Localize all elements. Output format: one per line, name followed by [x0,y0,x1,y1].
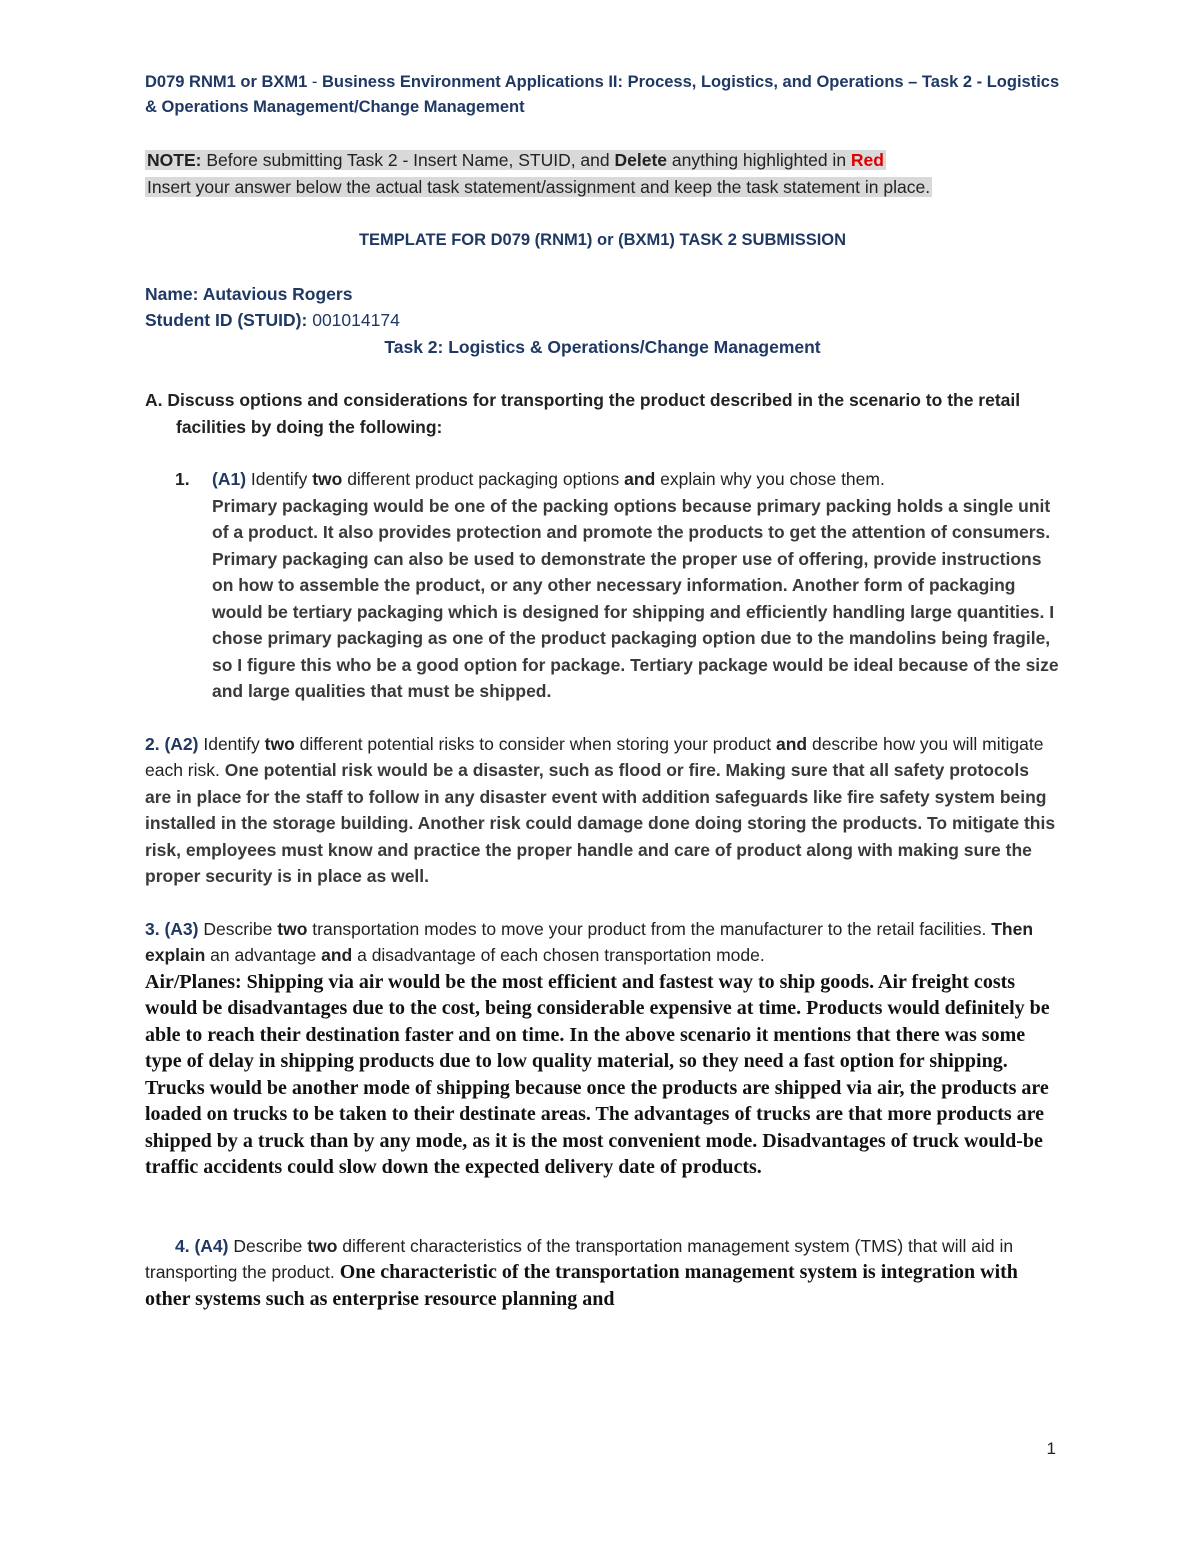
a2-answer: One potential risk would be a disaster, such as flood or fire. Making sure that all safety protocols are in place for the staff to follow in any disaster event with addition safeguards like fire safety system being installed in the storage building. Another risk could damage done doing storing the products. To mitigate this risk, employees must know and practice the proper handle and care of product along with making sure the proper security is in place as well. [145,760,1056,886]
student-name: Name: Autavious Rogers [145,283,353,304]
section-a-prompt: A. Discuss options and considerations for transporting the product described in the scenario to the retail facilities by doing the following: [145,390,1021,437]
submission-note [145,147,1060,200]
page-number: 1 [1046,1439,1056,1458]
student-id: Student ID (STUID): 001014174 [145,310,400,330]
a1-item: 1. (A1) Identify two different product packaging options and explain why you chose them. Primary packaging would be one of the packing options because primary packing holds a single unit of a product. It also provides protection and promote the products to get the attention of consumers. Primary packaging can also be used to demonstrate the proper use of offering, provide instructions on how to assemble the product, or any other necessary information. Another form of packaging would be tertiary packaging which is designed for shipping and efficiently handling large quantities. I chose primary packaging as one of the product packaging option due to the mandolins being fragile, so I figure this who be a good option for package. Tertiary package would be ideal because of the size and large qualities that must be shipped. [145,466,1060,705]
a1-answer: Primary packaging would be one of the packing options because primary packing holds a single unit of a product. It also provides protection and promote the products to get the attention of consumers. Primary packaging can also be used to demonstrate the proper use of offering, provide instructions on how to assemble the product, or any other necessary information. Another form of packaging would be tertiary packaging which is designed for shipping and efficiently handling large quantities. I chose primary packaging as one of the product packaging option due to the mandolins being fragile, so I figure this who be a good option for package. Tertiary package would be ideal because of the size and large qualities that must be shipped. [212,495,1059,701]
note-line-2: Insert your answer below the actual task statement/assignment and keep the task statement in place. [147,176,931,197]
document-header: D079 RNM1 or BXM1 - Business Environment Applications II: Process, Logistics, and Operations – Task 2 - Logistics & Operations Management/Change Management [145,73,1060,116]
a2-item: 2. (A2) Identify two different potential risks to consider when storing your product and describe how you will mitigate each risk. One potential risk would be a disaster, such as flood or fire. Making sure that all safety protocols are in place for the staff to follow in any disaster event with addition safeguards like fire safety system being installed in the storage building. Another risk could damage done doing storing the products. To mitigate this risk, employees must know and practice the proper handle and care of product along with making sure the proper security is in place as well. [145,733,1056,886]
a4-answer: One characteristic of the transportation management system is integration with other systems such as enterprise resource planning and [145,1261,1018,1310]
a3-answer-air: Air/Planes: Shipping via air would be the most efficient and fastest way to ship goods. Air freight costs would be disadvantages due to the cost, being considerable expensive at time. Products would definitely be able to reach their destination faster and on time. In the above scenario it mentions that there was some type of delay in shipping products due to low quality material, so they need a fast option for shipping. [145,970,1050,1072]
task-title: Task 2: Logistics & Operations/Change Management [384,336,821,357]
course-code: D079 RNM1 or BXM1 [145,73,308,91]
a1-question: (A1) Identify two different product packaging options and explain why you chose them. [212,469,885,489]
a3-question: 3. (A3) Describe two transportation modes to move your product from the manufacturer to the retail facilities. Then explain an advantage and a disadvantage of each chosen transportation mode. [145,918,1034,965]
note-line-1: NOTE: Before submitting Task 2 - Insert Name, STUID, and Delete anything highlighted in Red [147,150,884,170]
a4-item: 4. (A4) Describe two different characteristics of the transportation management system (TMS) that will aid in transporting the product. One characteristic of the transportation management system is integration with other systems such as enterprise resource planning and [145,1235,1018,1310]
course-title: Business Environment Applications II: Process, Logistics, and Operations – Task 2 - Logistics & Operations Management/Change Management [145,73,1060,116]
a3-item [145,916,1060,1181]
template-title: TEMPLATE FOR D079 (RNM1) or (BXM1) TASK 2 SUBMISSION [358,231,847,249]
a3-answer-trucks: Trucks would be another mode of shipping because once the products are shipped via air, the products are loaded on trucks to be taken to their destinate areas. The advantages of trucks are that more products are shipped by a truck than by any mode, as it is the most convenient mode. Disadvantages of truck would-be traffic accidents could slow down the expected delivery date of products. [145,1076,1049,1178]
student-info [145,281,1060,361]
